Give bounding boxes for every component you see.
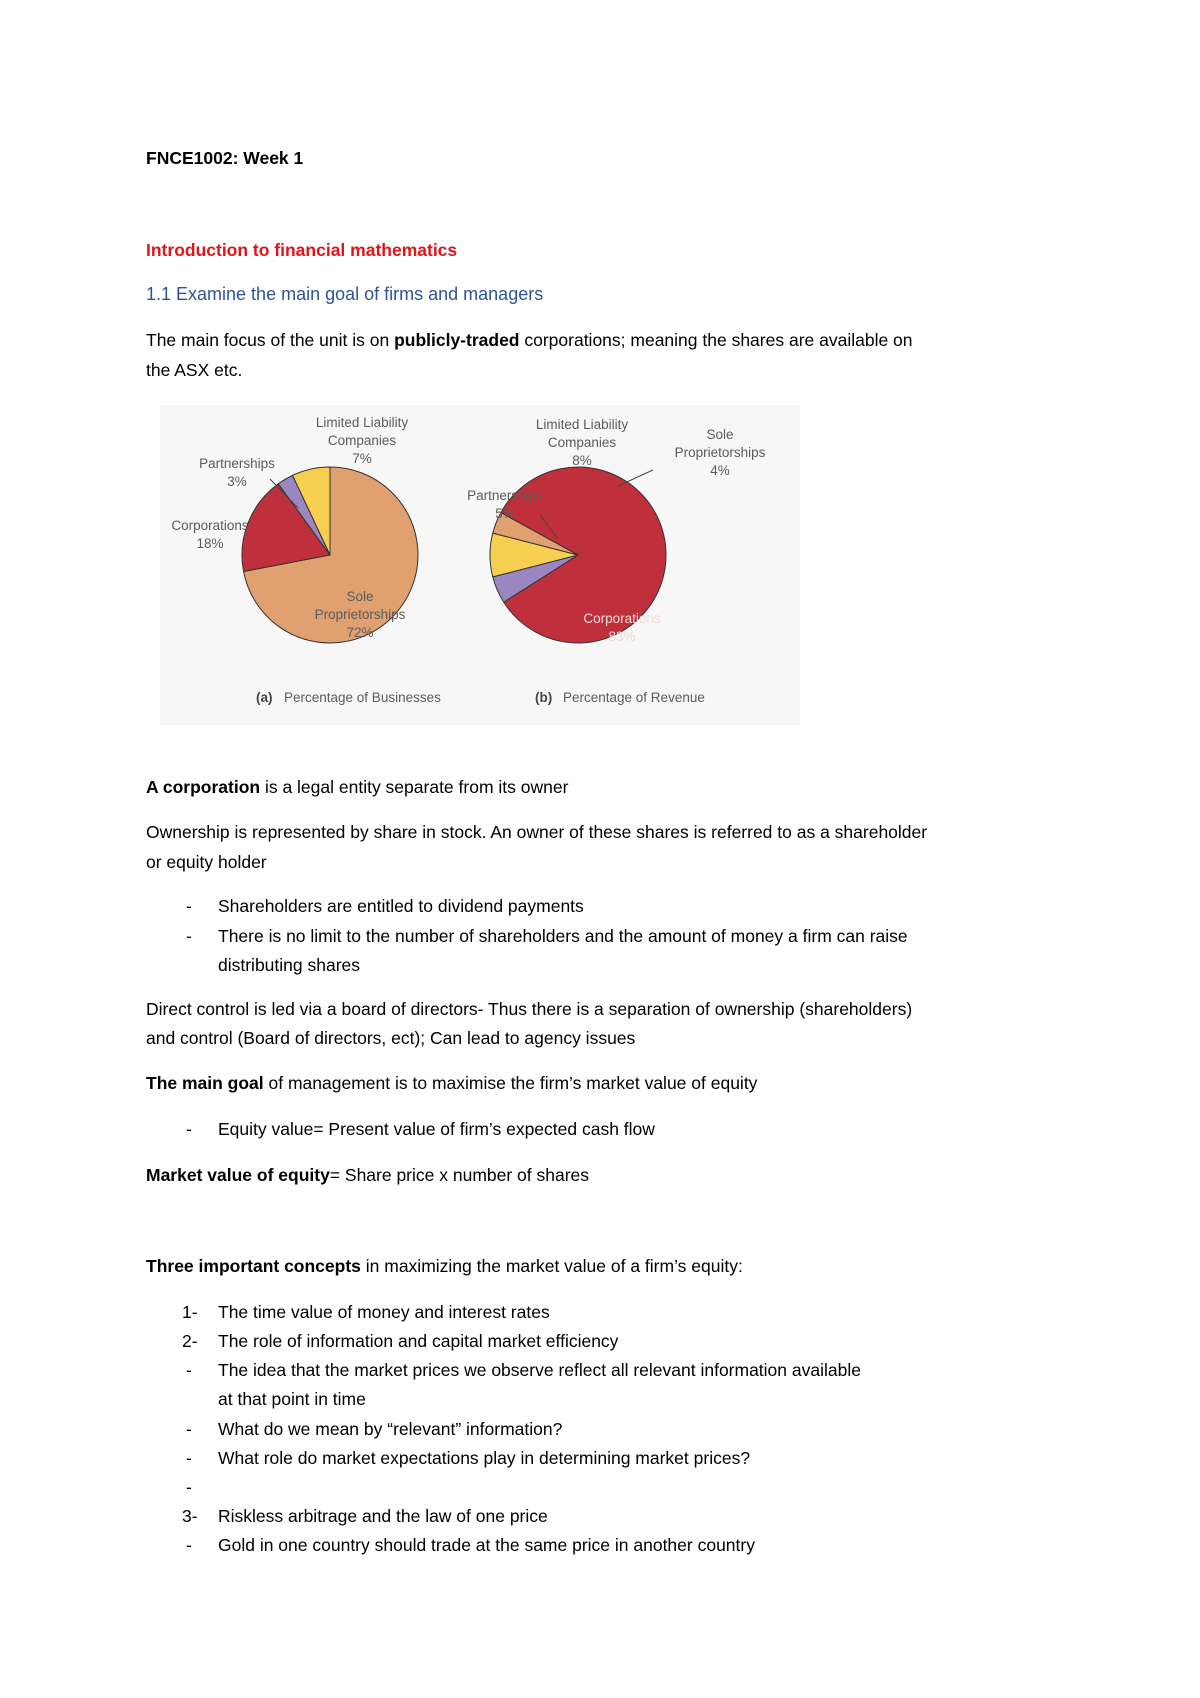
intro-paragraph-line2: the ASX etc. — [146, 360, 243, 380]
pie-b-corporations-pct: 83% — [608, 629, 636, 644]
pie-charts-figure — [160, 405, 800, 725]
list-text: What do we mean by “relevant” information? — [218, 1419, 563, 1439]
pie-a-llc-pct: 7% — [352, 451, 372, 466]
list-marker: - — [186, 1535, 192, 1555]
pie-a-caption-letter: (a) — [256, 690, 273, 705]
list-marker: 1- — [182, 1302, 198, 1322]
corporation-rest: is a legal entity separate from its owner — [260, 777, 569, 797]
list-text: Riskless arbitrage and the law of one price — [218, 1506, 548, 1526]
direct-control-line1: Direct control is led via a board of directors- Thus there is a separation of ownership (shareholders) — [146, 999, 913, 1019]
intro-pre: The main focus of the unit is on — [146, 330, 395, 350]
pie-a-llc-label-2: Companies — [327, 433, 397, 448]
main-goal-rest: of management is to maximise the firm’s market value of equity — [263, 1073, 758, 1093]
pie-b-sole-label-1: Sole — [706, 427, 734, 442]
bullet-dash: - — [186, 926, 192, 946]
pie-a-caption: Percentage of Businesses — [284, 690, 441, 705]
pie-b-caption: Percentage of Revenue — [563, 690, 705, 705]
bullet-text: There is no limit to the number of shareholders and the amount of money a firm can raise — [218, 926, 908, 946]
three-concepts-bold: Three important concepts — [146, 1256, 361, 1276]
doc-title: FNCE1002: Week 1 — [146, 148, 304, 168]
bullet-dash: - — [186, 896, 192, 916]
pie-a-llc-label-1: Limited Liability — [315, 415, 409, 430]
market-value-bold: Market value of equity — [146, 1165, 330, 1185]
intro-post: corporations; meaning the shares are available on — [519, 330, 913, 350]
ownership-line2: or equity holder — [146, 852, 267, 872]
three-concepts-rest: in maximizing the market value of a firm’s equity: — [360, 1256, 743, 1276]
pie-a-sole-pct: 72% — [346, 625, 374, 640]
list-text: at that point in time — [218, 1389, 366, 1409]
corporation-bold: A corporation — [146, 777, 261, 797]
list-marker: 2- — [182, 1331, 198, 1351]
pie-a-corporations-label: Corporations — [171, 518, 249, 533]
main-goal-bold: The main goal — [146, 1073, 264, 1093]
list-marker: - — [186, 1448, 192, 1468]
pie-b-sole-label-2: Proprietorships — [674, 445, 766, 460]
list-text: Gold in one country should trade at the same price in another country — [218, 1535, 755, 1555]
pie-a-partnerships-pct: 3% — [227, 474, 247, 489]
list-marker: - — [186, 1419, 192, 1439]
bullet-text: Equity value= Present value of firm’s expected cash flow — [218, 1119, 655, 1139]
subheading: 1.1 Examine the main goal of firms and managers — [146, 284, 544, 304]
list-text: The time value of money and interest rates — [218, 1302, 550, 1322]
pie-a-partnerships-label: Partnerships — [199, 456, 275, 471]
three-concepts — [146, 1256, 743, 1277]
list-marker: - — [186, 1477, 192, 1497]
list-text: The idea that the market prices we observe reflect all relevant information available — [218, 1360, 861, 1380]
corporation-definition — [146, 777, 568, 798]
market-value-equity — [146, 1165, 589, 1186]
direct-control-line2: and control (Board of directors, ect); Can lead to agency issues — [146, 1028, 636, 1048]
pie-b-caption-letter: (b) — [535, 690, 553, 705]
ownership-line1: Ownership is represented by share in stock. An owner of these shares is referred to as a shareholder — [146, 822, 928, 842]
list-text: What role do market expectations play in determining market prices? — [218, 1448, 751, 1468]
list-marker: - — [186, 1360, 192, 1380]
pie-b-llc-label-2: Companies — [547, 435, 617, 450]
pie-a-corporations-pct: 18% — [196, 536, 224, 551]
pie-b-partnerships-pct: 5% — [495, 506, 515, 521]
list-text: The role of information and capital market efficiency — [218, 1331, 619, 1351]
pie-b-llc-pct: 8% — [572, 453, 592, 468]
bullet-text: Shareholders are entitled to dividend payments — [218, 896, 584, 916]
list-marker: 3- — [182, 1506, 198, 1526]
pie-a-sole-label-2: Proprietorships — [314, 607, 406, 622]
intro-bold: publicly-traded — [394, 330, 520, 350]
pie-b-partnerships-label: Partnerships — [467, 488, 543, 503]
intro-paragraph-line1 — [146, 330, 913, 351]
pie-a-sole-label-1: Sole — [346, 589, 374, 604]
market-value-rest: = Share price x number of shares — [329, 1165, 590, 1185]
pie-b-corporations-label: Corporations — [583, 611, 661, 626]
pie-b-sole-pct: 4% — [710, 463, 730, 478]
bullet-dash: - — [186, 1119, 192, 1139]
bullet-text-cont: distributing shares — [218, 955, 361, 975]
pie-b-llc-label-1: Limited Liability — [535, 417, 629, 432]
section-heading: Introduction to financial mathematics — [146, 240, 458, 260]
main-goal — [146, 1073, 757, 1094]
